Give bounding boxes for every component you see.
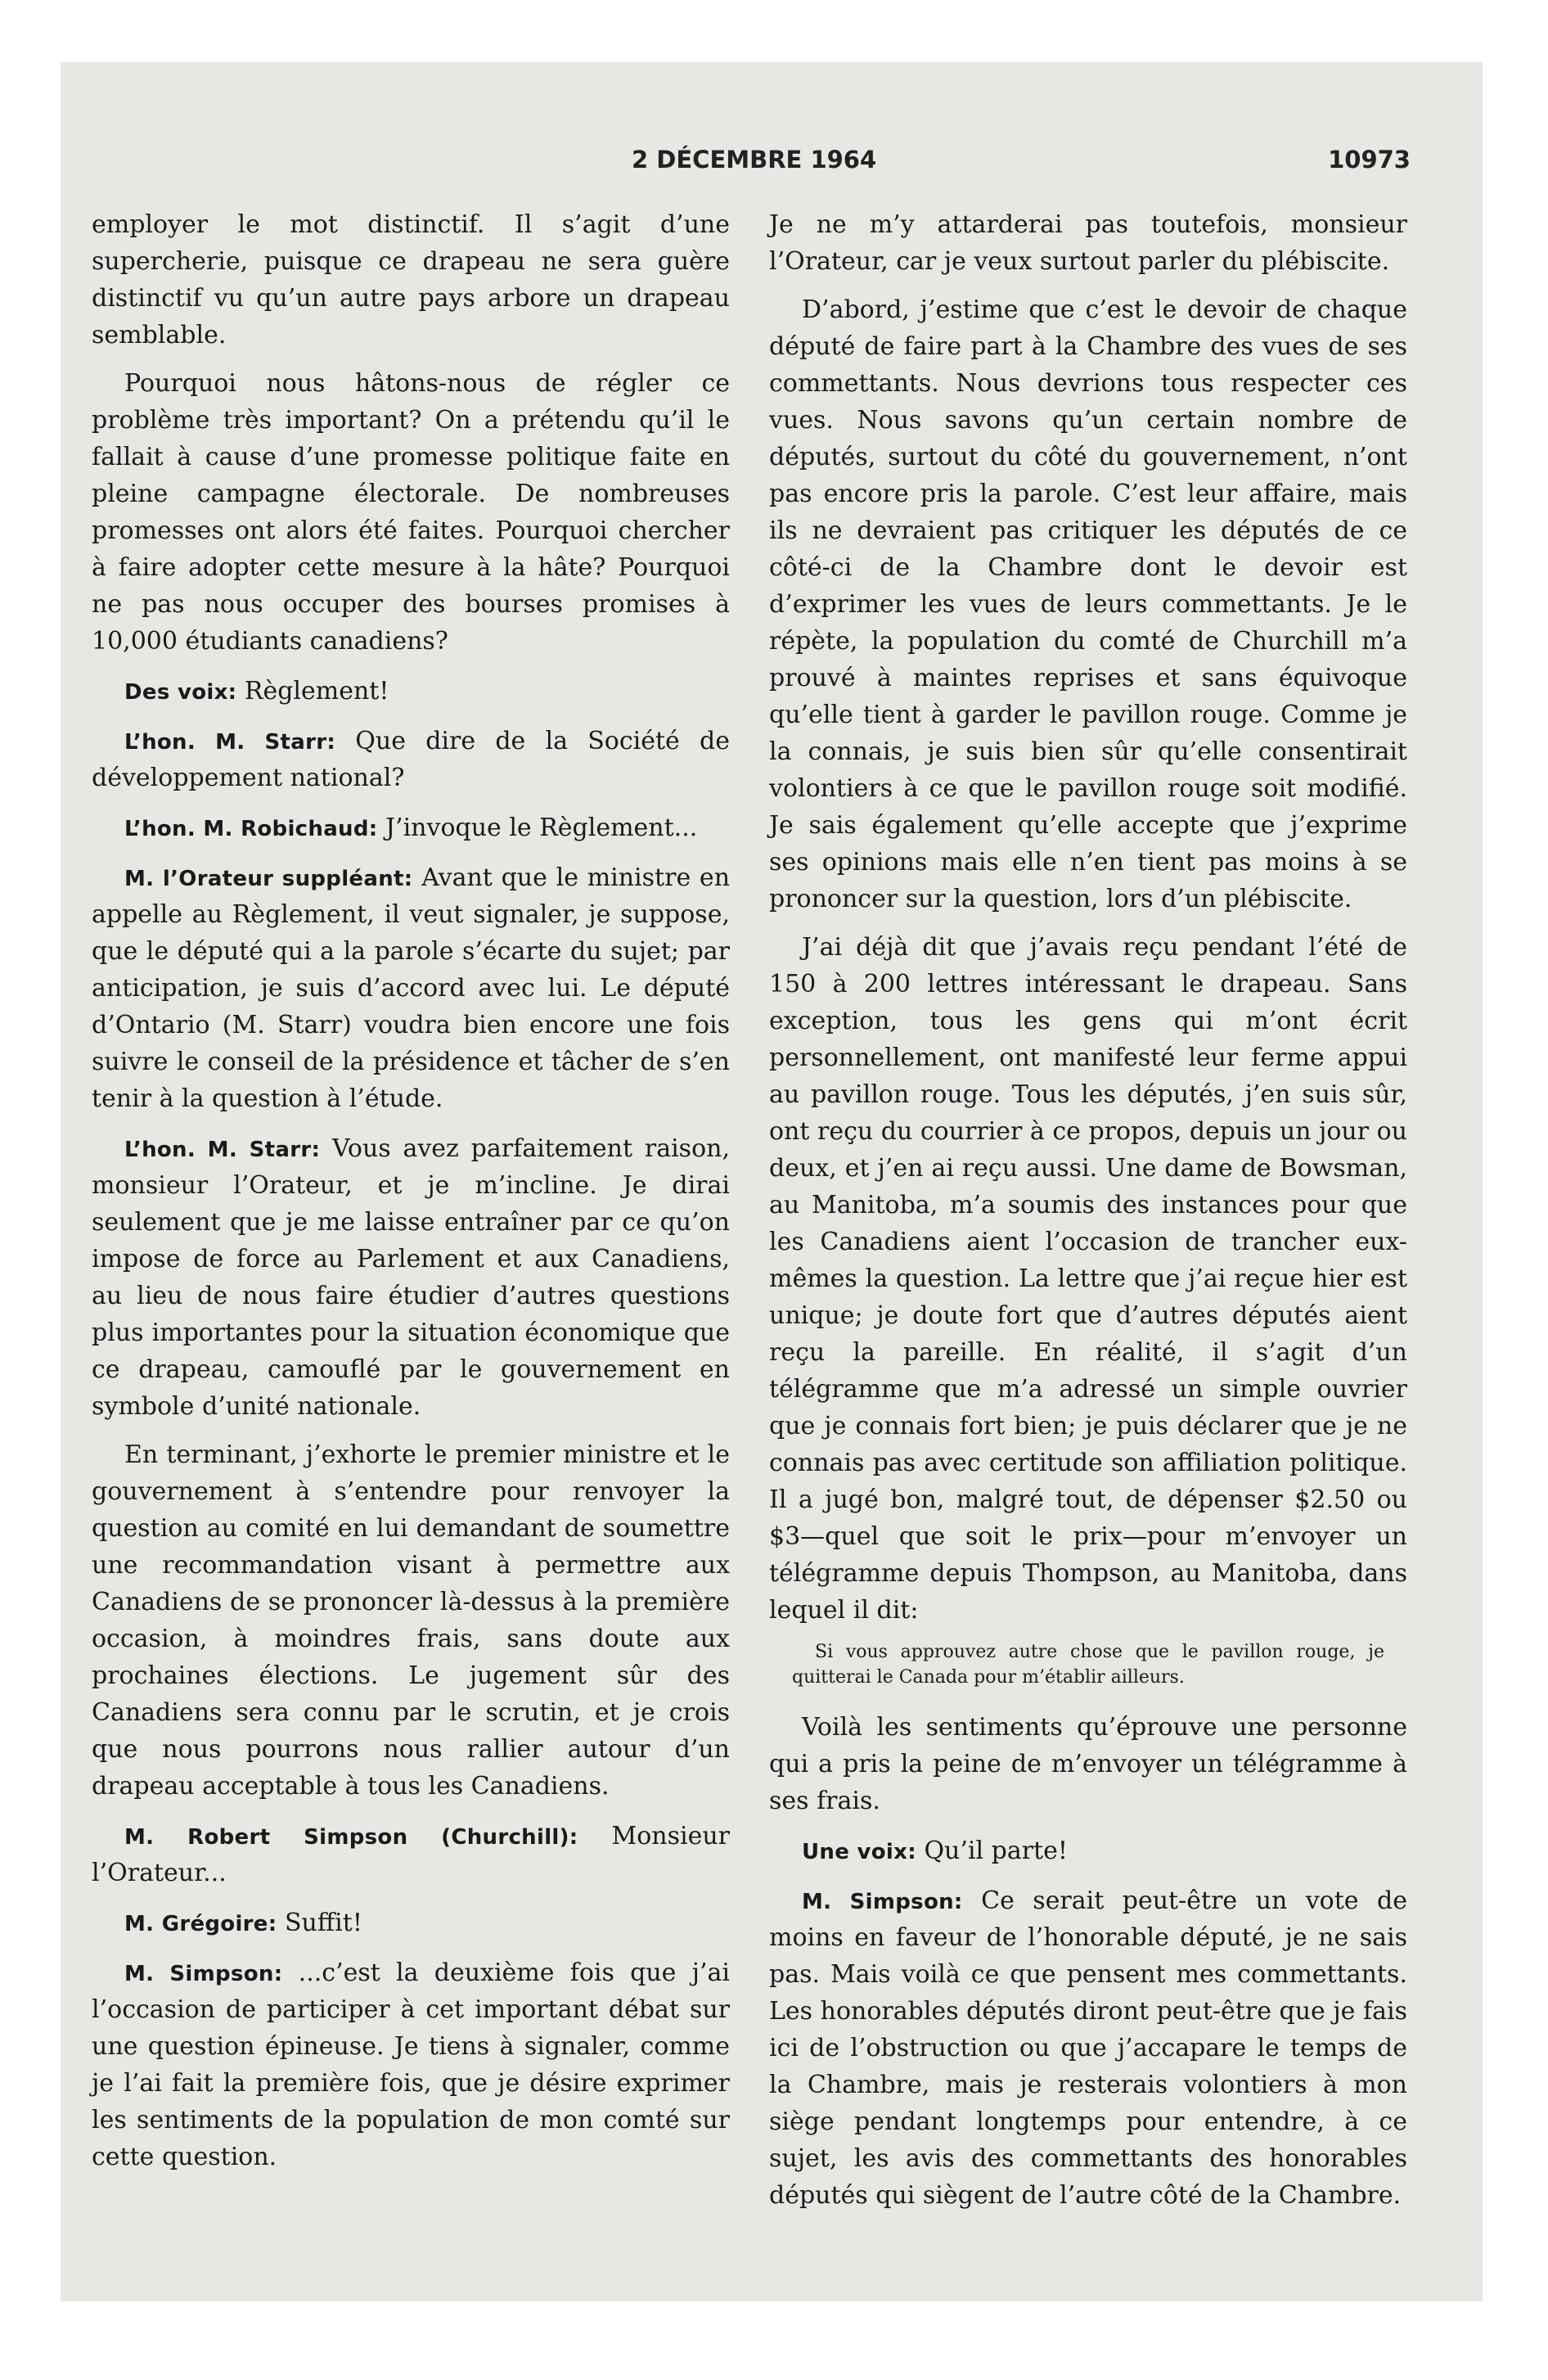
speaker-name: L’hon. M. Robichaud:	[124, 817, 378, 841]
speech-entry	[92, 1818, 730, 1891]
right-column	[769, 206, 1407, 2225]
speaker-name: L’hon. M. Starr:	[124, 730, 336, 755]
left-column	[92, 206, 730, 2187]
speaker-name: L’hon. M. Starr:	[124, 1138, 321, 1162]
paragraph: Voilà les sentiments qu’éprouve une personne qui a pris la peine de m’envoyer un télégramme à ses frais.	[769, 1712, 1407, 1815]
speech-entry	[92, 1904, 730, 1941]
paragraph: En terminant, j’exhorte le premier ministre et le gouvernement à s’entendre pour renvoyer la question au comité en lui demandant de soumettre une recommandation visant à permettre aux Canadiens de se prononcer là-dessus à la première occasion, à moindres frais, sans doute aux prochaines élections. Le jugement sûr des Canadiens sera connu par le scrutin, et je crois que nous pourrons nous rallier autour d’un drapeau acceptable à tous les Canadiens.	[92, 1440, 730, 1801]
page-number: 10973	[1328, 146, 1411, 174]
speech-entry	[92, 673, 730, 710]
speech-entry	[92, 809, 730, 846]
speech-entry	[769, 1882, 1407, 2214]
speech-text: ...c’est la deuxième fois que j’ai l’occasion de participer à cet important débat sur une question épineuse. Je tiens à signaler, comme je l’ai fait la première fois, que je désire exprimer les sentiments de la population de mon comté sur cette question.	[92, 1959, 730, 2171]
speaker-name: M. Robert Simpson (Churchill):	[124, 1825, 578, 1850]
speech-entry	[92, 1130, 730, 1425]
paragraph: J’ai déjà dit que j’avais reçu pendant l’été de 150 à 200 lettres intéressant le drapeau. Sans exception, tous les gens qui m’ont écrit personnellement, ont manifesté leur ferme appui au pavillon rouge. Tous les députés, j’en suis sûr, ont reçu du courrier à ce propos, depuis un jour ou deux, et j’en ai reçu aussi. Une dame de Bowsman, au Manitoba, m’a soumis des instances pour que les Canadiens aient l’occasion de trancher eux-mêmes la question. La lettre que j’ai reçue hier est unique; je doute fort que d’autres députés aient reçu la pareille. En réalité, il s’agit d’un télégramme que m’a adressé un simple ouvrier que je connais fort bien; je puis déclarer que je ne connais pas avec certitude son affiliation politique. Il a jugé bon, malgré tout, de dépenser $2.50 ou $3—quel que soit le prix—pour m’envoyer un télégramme depuis Thompson, au Manitoba, dans lequel il dit:	[769, 933, 1407, 1625]
speaker-name: M. Grégoire:	[124, 1912, 277, 1936]
header-date: 2 DÉCEMBRE 1964	[632, 146, 877, 174]
speech-entry	[92, 1954, 730, 2175]
telegram-quote: Si vous approuvez autre chose que le pavillon rouge, je quitterai le Canada pour m’établir ailleurs.	[792, 1642, 1384, 1688]
speech-text: Que dire de la Société de développement national?	[92, 727, 731, 792]
speech-entry	[769, 1832, 1407, 1869]
paragraph: Je ne m’y attarderai pas toutefois, monsieur l’Orateur, car je veux surtout parler du plébiscite.	[769, 210, 1407, 276]
speech-entry	[92, 859, 730, 1117]
speech-text: Vous avez parfaitement raison, monsieur l’Orateur, et je m’incline. Je dirai seulement que je me laisse entraîner par ce qu’on impose de force au Parlement et aux Canadiens, au lieu de nous faire étudier d’autres questions plus importantes pour la situation économique que ce drapeau, camouflé par le gouvernement en symbole d’unité nationale.	[92, 1134, 730, 1421]
speech-text: Qu’il parte!	[924, 1836, 1068, 1865]
speaker-name: Des voix:	[124, 680, 237, 705]
speech-text: Avant que le ministre en appelle au Règlement, il veut signaler, je suppose, que le député qui a la parole s’écarte du sujet; par anticipation, je suis d’accord avec lui. Le député d’Ontario (M. Starr) voudra bien encore une fois suivre le conseil de la présidence et tâcher de s’en tenir à la question à l’étude.	[92, 863, 731, 1113]
speaker-name: M. Simpson:	[802, 1889, 963, 1914]
speech-entry	[92, 723, 730, 796]
speaker-name: M. l’Orateur suppléant:	[124, 867, 413, 891]
paragraph: employer le mot distinctif. Il s’agit d’une supercherie, puisque ce drapeau ne sera guère distinctif vu qu’un autre pays arbore un drapeau semblable.	[92, 210, 730, 349]
speech-text: Ce serait peut-être un vote de moins en faveur de l’honorable député, je ne sais pas. Mais voilà ce que pensent mes commettants. Les honorables députés diront peut-être que je fais ici de l’obstruction ou que j’accapare le temps de la Chambre, mais je resterais volontiers à mon siège pendant longtemps pour entendre, à ce sujet, les avis des commettants des honorables députés qui siègent de l’autre côté de la Chambre.	[769, 1886, 1407, 2210]
speech-text: J’invoque le Règlement...	[385, 814, 698, 842]
speaker-name: Une voix:	[802, 1839, 916, 1864]
paragraph: D’abord, j’estime que c’est le devoir de chaque député de faire part à la Chambre des vues de ses commettants. Nous devrions tous respecter ces vues. Nous savons qu’un certain nombre de députés, surtout du côté du gouvernement, n’ont pas encore pris la parole. C’est leur affaire, mais ils ne devraient pas critiquer les députés de ce côté-ci de la Chambre dont le devoir est d’exprimer les vues de leurs commettants. Je le répète, la population du comté de Churchill m’a prouvé à maintes reprises et sans équivoque qu’elle tient à garder le pavillon rouge. Comme je la connais, je suis bien sûr qu’elle consentirait volontiers à ce que le pavillon rouge soit modifié. Je sais également qu’elle accepte que j’exprime ses opinions mais elle n’en tient pas moins à se prononcer sur la question, lors d’un plébiscite.	[769, 295, 1407, 913]
speech-text: Monsieur l’Orateur...	[92, 1822, 730, 1887]
speaker-name: M. Simpson:	[124, 1962, 283, 1986]
speech-text: Suffit!	[285, 1909, 362, 1937]
speech-text: Règlement!	[244, 677, 389, 705]
paragraph: Pourquoi nous hâtons-nous de régler ce problème très important? On a prétendu qu’il le fallait à cause d’une promesse politique faite en pleine campagne électorale. De nombreuses promesses ont alors été faites. Pourquoi chercher à faire adopter cette mesure à la hâte? Pourquoi ne pas nous occuper des bourses promises à 10,000 étudiants canadiens?	[92, 369, 730, 656]
